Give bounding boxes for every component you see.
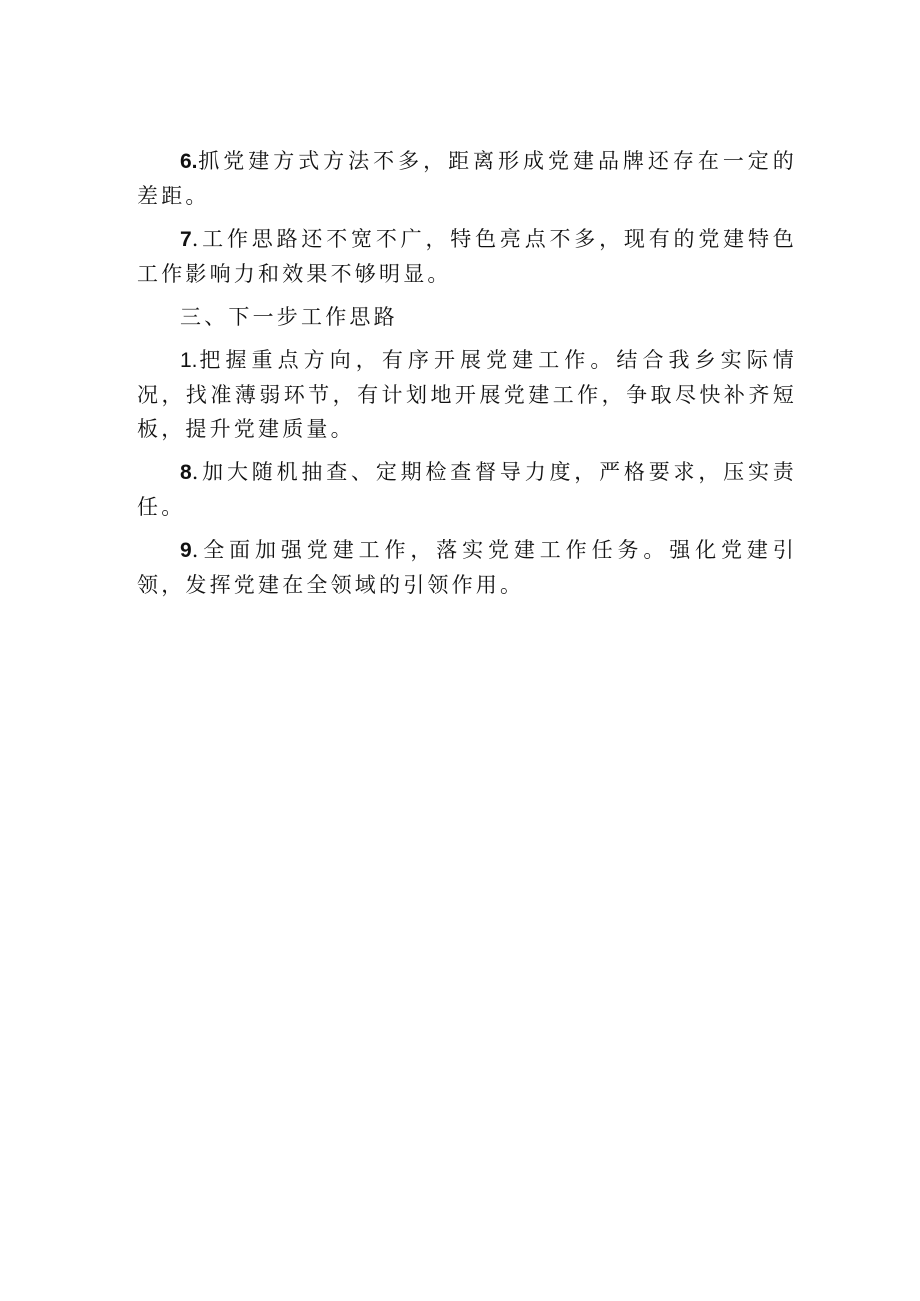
paragraph-step-8	[137, 455, 797, 524]
item-text: .工作思路还不宽不广，特色亮点不多，现有的党建特色工作影响力和效果不够明显。	[137, 227, 797, 286]
item-text: 把握重点方向，有序开展党建工作。结合我乡实际情况，找准薄弱环节，有计划地开展党建工作，争取尽快补齐短板，提升党建质量。	[137, 348, 797, 441]
section-heading: 三、下一步工作思路	[180, 305, 398, 329]
item-number: 6.	[180, 150, 198, 173]
item-number: 7	[180, 228, 192, 251]
item-text: .全面加强党建工作，落实党建工作任务。强化党建引领，发挥党建在全领域的引领作用。	[137, 538, 797, 597]
paragraph-item-7	[137, 222, 797, 291]
paragraph-step-1	[137, 343, 797, 446]
item-number: 1.	[180, 349, 198, 372]
item-text: 抓党建方式方法不多，距离形成党建品牌还存在一定的差距。	[137, 149, 797, 208]
paragraph-step-9	[137, 533, 797, 602]
item-number: 8	[180, 461, 192, 484]
item-text: .加大随机抽查、定期检查督导力度，严格要求，压实责任。	[137, 460, 797, 519]
paragraph-item-6	[137, 144, 797, 213]
item-number: 9	[180, 539, 192, 562]
document-body	[137, 144, 797, 611]
